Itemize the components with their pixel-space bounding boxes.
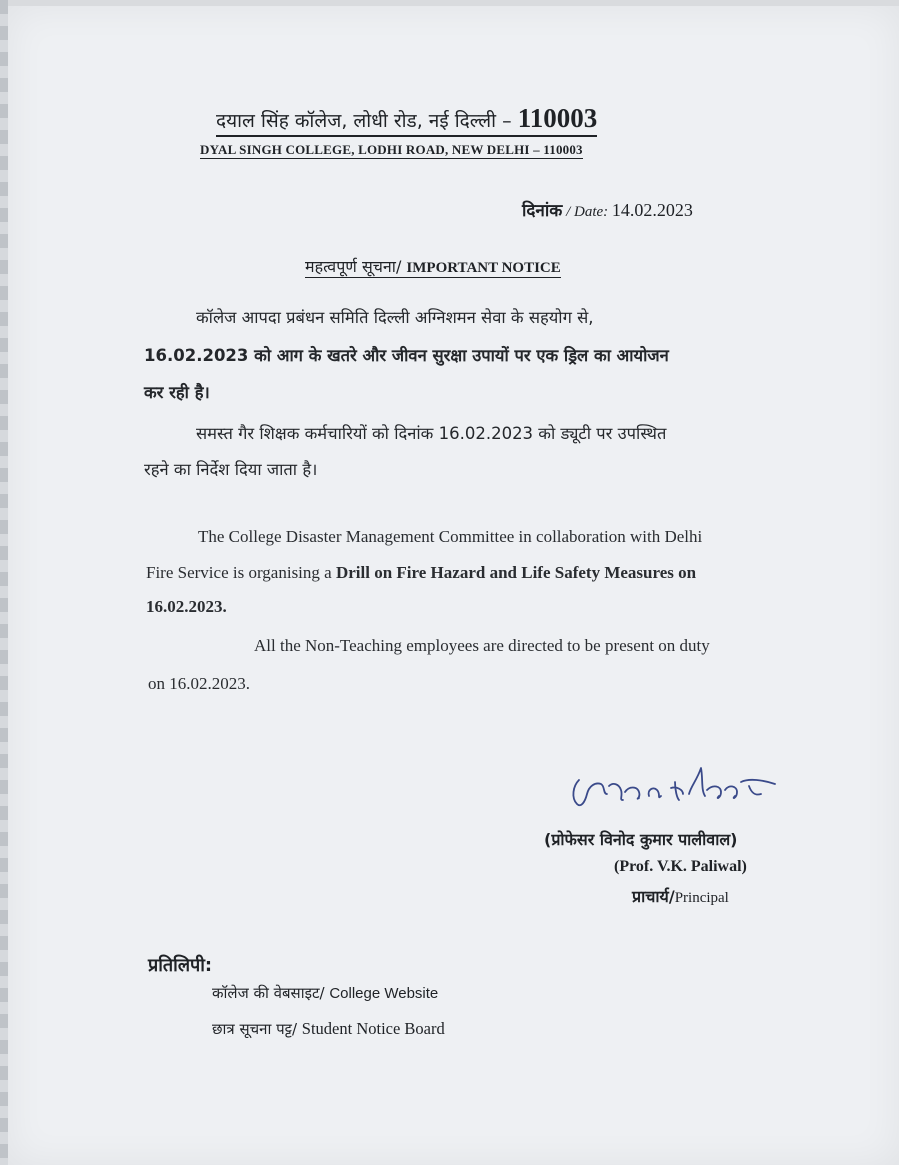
english-p2-line2: on 16.02.2023. <box>148 674 250 693</box>
notice-paper <box>8 6 899 1165</box>
notice-title <box>305 255 561 278</box>
page-edge-strip <box>0 0 8 1165</box>
notice-date <box>522 198 693 221</box>
notice-title-english: IMPORTANT NOTICE <box>406 260 561 276</box>
hindi-p2-line1: समस्त गैर शिक्षक कर्मचारियों को दिनांक 16.02.2023 को ड्यूटी पर उपस्थित <box>196 424 667 443</box>
copy-to-item-website-english: College Website <box>329 985 439 1002</box>
english-p1-line2-bold: Drill on Fire Hazard and Life Safety Measures on <box>335 563 697 582</box>
signatory-name-english: (Prof. V.K. Paliwal) <box>614 858 747 875</box>
college-name-hindi <box>216 103 597 137</box>
english-p1-line3: 16.02.2023. <box>146 597 227 616</box>
date-value: 14.02.2023 <box>611 200 693 220</box>
notice-title-hindi: महत्वपूर्ण सूचना/ <box>305 257 407 276</box>
signatory-name-hindi: (प्रोफेसर विनोद कुमार पालीवाल) <box>544 830 738 849</box>
copy-to-item-notice-board-hindi: छात्र सूचना पट्ट/ <box>212 1020 302 1038</box>
handwritten-signature <box>565 760 785 820</box>
college-name-hindi-text: दयाल सिंह कॉलेज, लोधी रोड, नई दिल्ली – <box>216 110 518 132</box>
pin-code: 110003 <box>517 103 598 133</box>
copy-to-item-website-hindi: कॉलेज की वेबसाइट/ <box>212 984 330 1002</box>
copy-to-item-notice-board <box>212 1019 445 1039</box>
english-p1-line2-plain: Fire Service is organising a <box>146 563 336 582</box>
signatory-designation <box>632 885 729 907</box>
copy-to-item-website <box>212 983 438 1003</box>
english-p1-line1: The College Disaster Management Committee in collaboration with Delhi <box>198 527 703 546</box>
hindi-p1-line1: कॉलेज आपदा प्रबंधन समिति दिल्ली अग्निशमन सेवा के सहयोग से, <box>196 308 594 327</box>
english-p2-line1: All the Non-Teaching employees are directed to be present on duty <box>254 636 710 655</box>
hindi-p1-line2: 16.02.2023 को आग के खतरे और जीवन सुरक्षा उपायों पर एक ड्रिल का आयोजन <box>144 346 669 365</box>
hindi-p2-line2: रहने का निर्देश दिया जाता है। <box>144 460 318 479</box>
copy-to-item-notice-board-english: Student Notice Board <box>301 1019 445 1038</box>
hindi-p1-line3: कर रही है। <box>144 383 210 402</box>
designation-hindi: प्राचार्य/ <box>632 887 675 906</box>
date-label-hindi: दिनांक <box>522 201 563 221</box>
date-label-english: / Date: <box>562 204 612 220</box>
english-p1-line2 <box>146 563 696 583</box>
designation-english: Principal <box>674 890 729 906</box>
college-name-english: DYAL SINGH COLLEGE, LODHI ROAD, NEW DELHI – 110003 <box>200 142 583 157</box>
copy-to-title: प्रतिलिपी: <box>148 955 213 976</box>
